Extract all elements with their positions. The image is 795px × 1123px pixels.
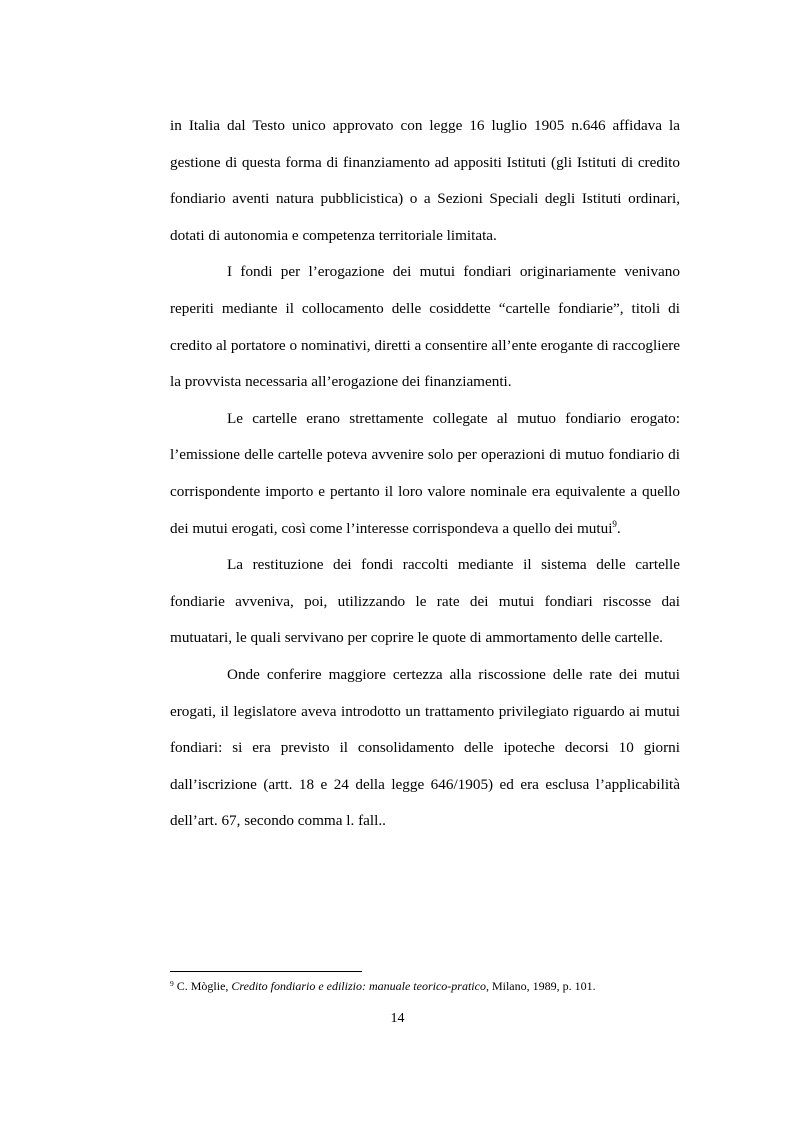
footnote-separator [170, 971, 362, 972]
page-body [170, 108, 680, 840]
paragraph-3-tail: . [616, 519, 621, 537]
paragraph-5: Onde conferire maggiore certezza alla riscossione delle rate dei mutui erogati, il legislatore aveva introdotto un trattamento privilegiato riguardo ai mutui fondiari: si era previsto il consolidamento delle ipoteche decorsi 10 giorni dall’iscrizione (artt. 18 e 24 della legge 646/1905) ed era esclusa l’applicabilità dell’art. 67, secondo comma l. fall.. [170, 665, 680, 830]
paragraph-4: La restituzione dei fondi raccolti mediante il sistema delle cartelle fondiarie avveniva, poi, utilizzando le rate dei mutui fondiari riscosse dai mutuatari, le quali servivano per coprire le quote di ammortamento delle cartelle. [170, 556, 680, 647]
page-number: 14 [390, 1011, 405, 1026]
paragraph-1: in Italia dal Testo unico approvato con legge 16 luglio 1905 n.646 affidava la gestione di questa forma di finanziamento ad appositi Istituti (gli Istituti di credito fondiario aventi natura pubblicistica) o a Sezioni Speciali degli Istituti ordinari, dotati di autonomia e competenza territoriale limitata. [170, 117, 680, 244]
footnote-number: 9 [170, 979, 174, 988]
paragraph-3 [170, 401, 680, 547]
footnote [170, 978, 690, 994]
footnote-reference: 9 [612, 518, 617, 529]
footnote-author: C. Mòglie, [176, 979, 232, 993]
footnote-title: Credito fondiario e edilizio: manuale teorico-pratico [231, 979, 486, 993]
paragraph-2: I fondi per l’erogazione dei mutui fondiari originariamente venivano reperiti mediante il collocamento delle cosiddette “cartelle fondiarie”, titoli di credito al portatore o nominativi, diretti a consentire all’ente erogante di raccogliere la provvista necessaria all’erogazione dei finanziamenti. [170, 263, 680, 391]
paragraph-3-text: Le cartelle erano strettamente collegate al mutuo fondiario erogato: l’emissione delle cartelle poteva avvenire solo per operazioni di mutuo fondiario di corrispondente importo e pertanto il loro valore nominale era equivalente a quello dei mutui erogati, così come l’interesse corrispondeva a quello dei mutui [170, 409, 680, 537]
footnote-details: , Milano, 1989, p. 101. [485, 979, 596, 993]
